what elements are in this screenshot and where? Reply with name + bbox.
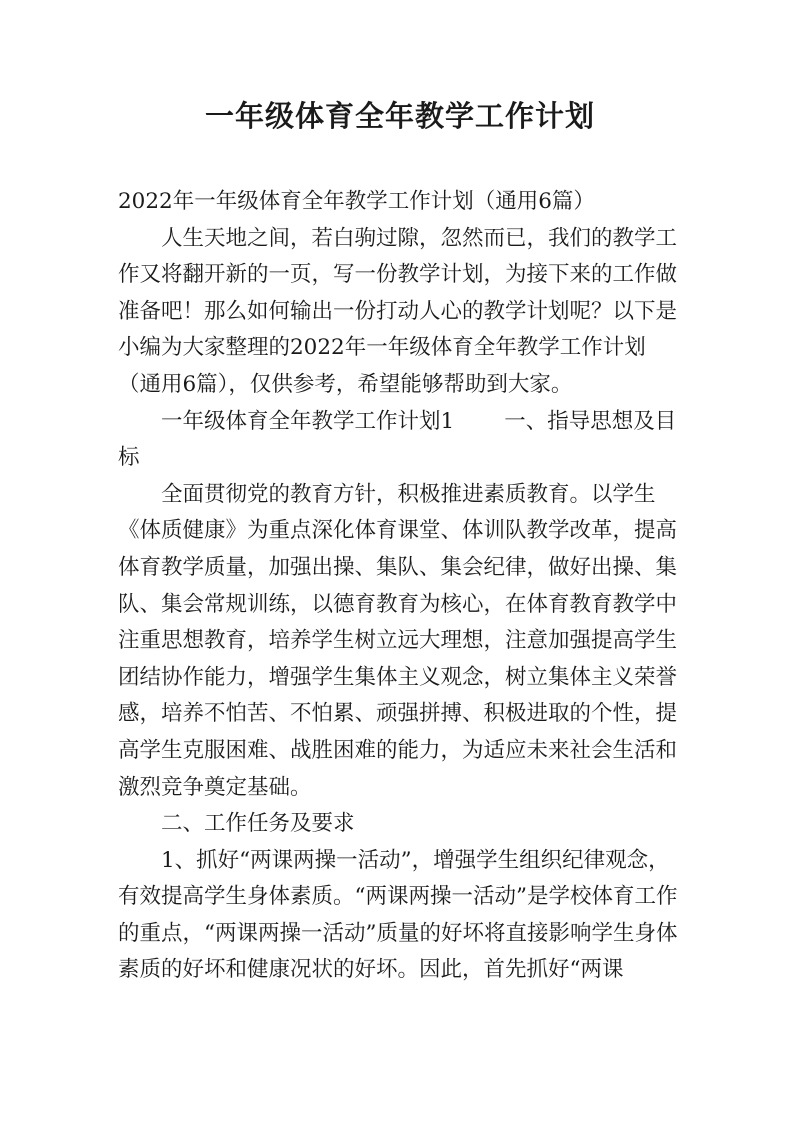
section1-heading: 一、指导思想及目标	[118, 408, 677, 471]
intro-paragraph: 人生天地之间，若白驹过隙，忽然而已，我们的教学工作又将翻开新的一页，写一份教学计划，为接下来的工作做准备吧！那么如何输出一份打动人心的教学计划呢？以下是小编为大家整理的2022年一年级体育全年教学工作计划（通用6篇），仅供参考，希望能够帮助到大家。	[118, 225, 678, 397]
document-title: 一年级体育全年教学工作计划	[204, 99, 595, 133]
document-subtitle: 2022年一年级体育全年教学工作计划（通用6篇）	[118, 189, 595, 214]
item1-paragraph: 1、抓好“两课两操一活动”，增强学生组织纪律观念，有效提高学生身体素质。“两课两操一活动”是学校体育工作的重点，“两课两操一活动”质量的好坏将直接影响学生身体素质的好坏和健康况状的好坏。因此，首先抓好“两课	[118, 847, 678, 983]
plan1-heading: 一年级体育全年教学工作计划1	[161, 408, 455, 434]
document-body	[118, 184, 686, 989]
plan-heading-paragraph	[118, 404, 686, 477]
section2-heading: 二、工作任务及要求	[161, 811, 355, 837]
section1-paragraph: 全面贯彻党的教育方针，积极推进素质教育。以学生《体质健康》为重点深化体育课堂、体训队教学改革，提高体育教学质量，加强出操、集队、集会纪律，做好出操、集队、集会常规训练，以德育教育为核心，在体育教育教学中注重思想教育，培养学生树立远大理想，注意加强提高学生团结协作能力，增强学生集体主义观念，树立集体主义荣誉感，培养不怕苦、不怕累、顽强拼搏、积极进取的个性，提高学生克服困难、战胜困难的能力，为适应未来社会生活和激烈竞争奠定基础。	[118, 481, 678, 800]
